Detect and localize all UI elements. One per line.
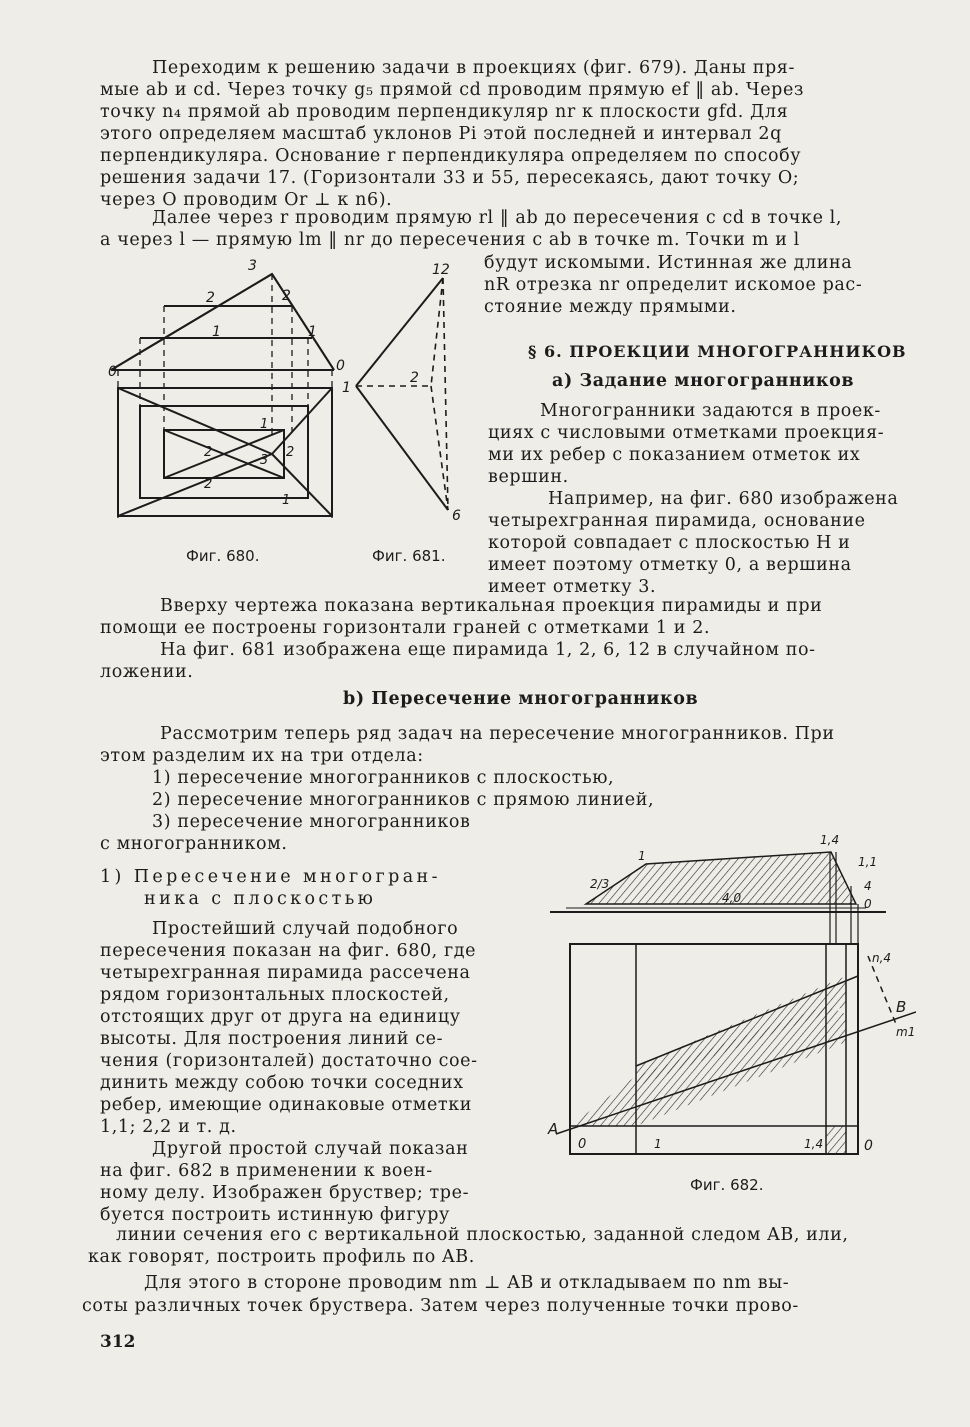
text-line: 1) Пересечение многогран- bbox=[100, 867, 441, 887]
label-inner-2b: 2 bbox=[286, 445, 295, 460]
text-line: динить между собою точки соседних bbox=[100, 1073, 464, 1093]
page-number: 312 bbox=[100, 1332, 136, 1352]
text-line: как говорят, построить профиль по AB. bbox=[88, 1247, 475, 1267]
text-line: соты различных точек бруствера. Затем через полученные точки прово- bbox=[82, 1296, 799, 1316]
text-line: ному делу. Изображен бруствер; тре- bbox=[100, 1183, 470, 1203]
text-line: высоты. Для построения линий се- bbox=[100, 1029, 444, 1049]
label-inner-3: 3 bbox=[260, 453, 269, 468]
text-line: циях с числовыми отметками проекция- bbox=[488, 423, 885, 443]
text-line: мые ab и cd. Через точку g₅ прямой cd проводим прямую ef ‖ ab. Через bbox=[100, 80, 805, 100]
text-line: Рассмотрим теперь ряд задач на пересечение многогранников. При bbox=[160, 724, 835, 744]
subsection-heading-b: b) Пересечение многогранников bbox=[343, 689, 699, 709]
text-line: Простейший случай подобного bbox=[152, 919, 459, 939]
plan-base bbox=[118, 388, 332, 516]
text-line: решения задачи 17. (Горизонтали 33 и 55, пересекаясь, дают точку O; bbox=[100, 168, 800, 188]
text-line: вершин. bbox=[488, 467, 569, 487]
text-line: а через l — прямую lm ‖ nr до пересечения с ab в точке m. Точки m и l bbox=[100, 230, 800, 250]
label-plan-1: 1 bbox=[654, 1137, 662, 1151]
caption-fig-680: Фиг. 680. bbox=[186, 547, 260, 565]
label-2-3: 2/3 bbox=[590, 877, 610, 891]
label-1: 1 bbox=[342, 380, 351, 396]
text-line: которой совпадает с плоскостью H и bbox=[488, 533, 851, 553]
text-line: перпендикуляра. Основание r перпендикуляра определяем по способу bbox=[100, 146, 802, 166]
label-0-left: 0 bbox=[108, 364, 117, 380]
list-item: 2) пересечение многогранников с прямою линией, bbox=[152, 790, 655, 810]
label-4-0: 4,0 bbox=[722, 891, 742, 905]
text-line: на фиг. 682 в применении к воен- bbox=[100, 1161, 433, 1181]
text-line: Многогранники задаются в проек- bbox=[540, 401, 881, 421]
text-line: чения (горизонталей) достаточно сое- bbox=[100, 1051, 478, 1071]
text-line: рядом горизонтальных плоскостей, bbox=[100, 985, 450, 1005]
text-line: этого определяем масштаб уклонов Pi этой последней и интервал 2q bbox=[100, 124, 782, 144]
label-0-right: 0 bbox=[336, 358, 345, 374]
caption-fig-682: Фиг. 682. bbox=[690, 1176, 764, 1194]
figure-680 bbox=[100, 258, 350, 538]
label-inner-2c: 2 bbox=[204, 477, 213, 492]
text-line: с многогранником. bbox=[100, 834, 288, 854]
label-inner-1b: 1 bbox=[282, 493, 291, 508]
label-A: A bbox=[548, 1120, 559, 1138]
text-line: отстоящих друг от друга на единицу bbox=[100, 1007, 461, 1027]
text-line: точку n₄ прямой ab проводим перпендикуляр nr к плоскости gfd. Для bbox=[100, 102, 789, 122]
text-line: Другой простой случай показан bbox=[152, 1139, 469, 1159]
text-line: пересечения показан на фиг. 680, где bbox=[100, 941, 477, 961]
label-B: B bbox=[896, 998, 907, 1016]
text-line: помощи ее построены горизонтали граней с отметками 1 и 2. bbox=[100, 618, 711, 638]
label-profile-0: 0 bbox=[864, 897, 872, 911]
label-4: 4 bbox=[864, 879, 872, 893]
label-n4: n,4 bbox=[872, 951, 892, 965]
label-plan-1-4: 1,4 bbox=[804, 1137, 824, 1151]
label-12: 12 bbox=[432, 262, 450, 278]
figure-682 bbox=[546, 826, 916, 1166]
text-line: 1,1; 2,2 и т. д. bbox=[100, 1117, 237, 1137]
text-line: этом разделим их на три отдела: bbox=[100, 746, 424, 766]
label-1-1: 1,1 bbox=[858, 855, 878, 869]
text-line: линии сечения его с вертикальной плоскостью, заданной следом AB, или, bbox=[116, 1225, 849, 1245]
plan-horizontal-1 bbox=[140, 406, 308, 498]
text-line: будут искомыми. Истинная же длина bbox=[484, 253, 853, 273]
plan-hatched-slopes bbox=[570, 976, 846, 1154]
label-top-1: 1 bbox=[638, 849, 646, 863]
label-plan-0: 0 bbox=[578, 1137, 587, 1152]
text-line: Далее через r проводим прямую rl ‖ ab до пересечения с cd в точке l, bbox=[152, 208, 843, 228]
text-line: имеет отметку 3. bbox=[488, 577, 657, 597]
figure-681 bbox=[336, 258, 466, 528]
label-m1: m1 bbox=[896, 1025, 916, 1039]
text-line: ребер, имеющие одинаковые отметки bbox=[100, 1095, 473, 1115]
label-1-left: 1 bbox=[212, 324, 221, 340]
text-line: буется построить истинную фигуру bbox=[100, 1205, 450, 1225]
text-line: nR отрезка nr определит искомое рас- bbox=[484, 275, 863, 295]
text-line: Переходим к решению задачи в проекциях (фиг. 679). Даны пря- bbox=[152, 58, 795, 78]
text-line: четырехгранная пирамида, основание bbox=[488, 511, 866, 531]
label-3: 3 bbox=[248, 258, 257, 274]
list-item: 3) пересечение многогранников bbox=[152, 812, 471, 832]
list-item: 1) пересечение многогранников с плоскостью, bbox=[152, 768, 615, 788]
text-line: стояние между прямыми. bbox=[484, 297, 737, 317]
label-inner-2a: 2 bbox=[204, 445, 213, 460]
label-plan-0-right: 0 bbox=[864, 1138, 873, 1154]
text-line: Вверху чертежа показана вертикальная проекция пирамиды и при bbox=[160, 596, 823, 616]
label-6: 6 bbox=[452, 508, 461, 524]
text-line: ми их ребер с показанием отметок их bbox=[488, 445, 861, 465]
text-line: имеет поэтому отметку 0, а вершина bbox=[488, 555, 852, 575]
section-heading: § 6. ПРОЕКЦИИ МНОГОГРАННИКОВ bbox=[528, 342, 907, 361]
text-line: ложении. bbox=[100, 662, 194, 682]
subsection-heading-a: a) Задание многогранников bbox=[552, 371, 855, 391]
text-line: ника с плоскостью bbox=[144, 889, 377, 909]
label-inner-1a: 1 bbox=[260, 417, 269, 432]
pyramid-vertical-outline bbox=[111, 274, 334, 370]
label-2-left: 2 bbox=[206, 290, 215, 306]
caption-fig-681: Фиг. 681. bbox=[372, 547, 446, 565]
label-1-4: 1,4 bbox=[820, 833, 840, 847]
label-1-right: 1 bbox=[308, 324, 317, 340]
text-line: через O проводим Or ⊥ к n6). bbox=[100, 190, 393, 210]
text-line: четырехгранная пирамида рассечена bbox=[100, 963, 471, 983]
label-2-right: 2 bbox=[282, 288, 291, 304]
label-2: 2 bbox=[410, 370, 419, 386]
text-line: На фиг. 681 изображена еще пирамида 1, 2, 6, 12 в случайном по- bbox=[160, 640, 816, 660]
text-line: Для этого в стороне проводим nm ⊥ AB и откладываем по nm вы- bbox=[144, 1273, 790, 1293]
text-line: Например, на фиг. 680 изображена bbox=[548, 489, 899, 509]
